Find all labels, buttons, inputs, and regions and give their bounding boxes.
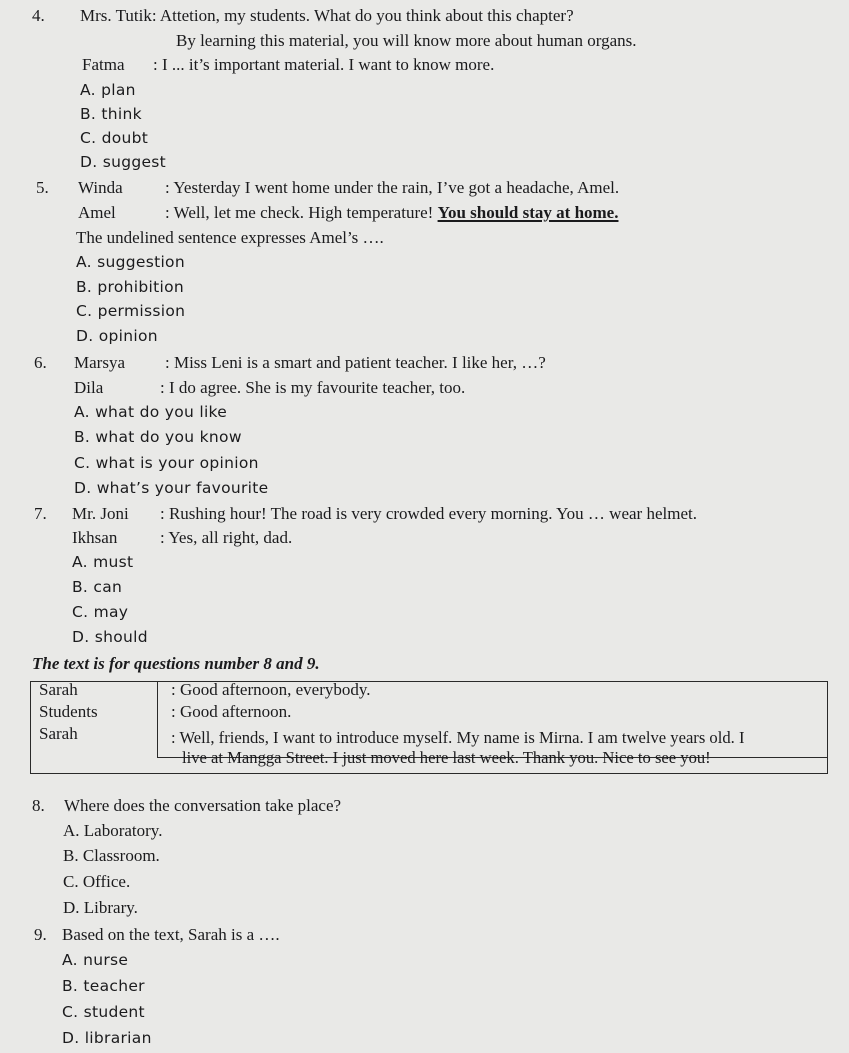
option-c[interactable]: C. what is your opinion [74, 454, 259, 472]
option-a[interactable]: A. plan [80, 81, 136, 99]
option-a[interactable]: A. what do you like [74, 403, 228, 421]
question-number: 8. [32, 796, 45, 815]
question-text-continued: By learning this material, you will know more about human organs. [176, 31, 637, 50]
question-text: Based on the text, Sarah is a …. [62, 925, 280, 944]
option-d[interactable]: D. what’s your favourite [74, 479, 269, 497]
option-d[interactable]: D. Library. [63, 898, 138, 917]
option-d[interactable]: D. should [72, 628, 148, 646]
speaker-line: : I do agree. She is my favourite teacher, too. [160, 378, 466, 397]
speaker-name: Winda [78, 178, 123, 197]
option-b[interactable]: B. think [80, 105, 142, 123]
dialog-speaker: Sarah [39, 680, 78, 699]
dialog-line: : Well, friends, I want to introduce myself. My name is Mirna. I am twelve years old. I [171, 728, 745, 747]
question-text: Where does the conversation take place? [64, 796, 342, 815]
speaker-name: Marsya [74, 353, 125, 372]
speaker-line: : Yes, all right, dad. [160, 528, 293, 547]
dialog-line: : Good afternoon. [171, 702, 292, 721]
option-b[interactable]: B. prohibition [76, 278, 185, 296]
speaker-line: : Miss Leni is a smart and patient teacher. I like her, …? [165, 353, 546, 372]
speaker-line [165, 203, 618, 223]
dialog-box [30, 681, 828, 774]
dialog-speaker: Students [39, 702, 98, 721]
option-c[interactable]: C. student [62, 1003, 145, 1021]
option-d[interactable]: D. suggest [80, 153, 167, 171]
question-number: 5. [36, 178, 49, 197]
dialog-speaker: Sarah [39, 724, 78, 743]
speaker-name: Fatma [82, 55, 125, 74]
option-b[interactable]: B. what do you know [74, 428, 242, 446]
option-d[interactable]: D. librarian [62, 1029, 152, 1047]
underlined-sentence: You should stay at home. [437, 203, 619, 222]
option-a[interactable]: A. Laboratory. [63, 821, 163, 840]
dialog-line: : Good afternoon, everybody. [171, 680, 371, 699]
question-number: 6. [34, 353, 47, 372]
option-c[interactable]: C. permission [76, 302, 186, 320]
question-text: Mrs. Tutik: Attetion, my students. What do you think about this chapter? [80, 6, 574, 25]
speaker-line: : Yesterday I went home under the rain, I’ve got a headache, Amel. [165, 178, 620, 197]
dialog-line-continued: live at Mangga Street. I just moved here last week. Thank you. Nice to see you! [182, 748, 711, 767]
question-number: 7. [34, 504, 47, 523]
option-c[interactable]: C. may [72, 603, 129, 621]
question-number: 4. [32, 6, 45, 25]
question-number: 9. [34, 925, 47, 944]
option-c[interactable]: C. Office. [63, 872, 131, 891]
speaker-name: Ikhsan [72, 528, 118, 547]
option-b[interactable]: B. teacher [62, 977, 145, 995]
option-a[interactable]: A. nurse [62, 951, 129, 969]
dialog-divider [157, 682, 158, 757]
option-c[interactable]: C. doubt [80, 129, 149, 147]
speaker-name: Amel [78, 203, 116, 222]
question-text: The undelined sentence expresses Amel’s …. [76, 228, 384, 247]
text-heading: The text is for questions number 8 and 9. [32, 654, 320, 673]
speaker-name: Dila [74, 378, 104, 397]
option-b[interactable]: B. Classroom. [63, 846, 160, 865]
speaker-line: : I ... it’s important material. I want to know more. [153, 55, 495, 74]
speaker-name: Mr. Joni [72, 504, 129, 523]
option-d[interactable]: D. opinion [76, 327, 158, 345]
speaker-line-text: : Well, let me check. High temperature! [165, 203, 438, 222]
speaker-line: : Rushing hour! The road is very crowded every morning. You … wear helmet. [160, 504, 697, 523]
option-a[interactable]: A. must [72, 553, 134, 571]
option-b[interactable]: B. can [72, 578, 123, 596]
option-a[interactable]: A. suggestion [76, 253, 185, 271]
